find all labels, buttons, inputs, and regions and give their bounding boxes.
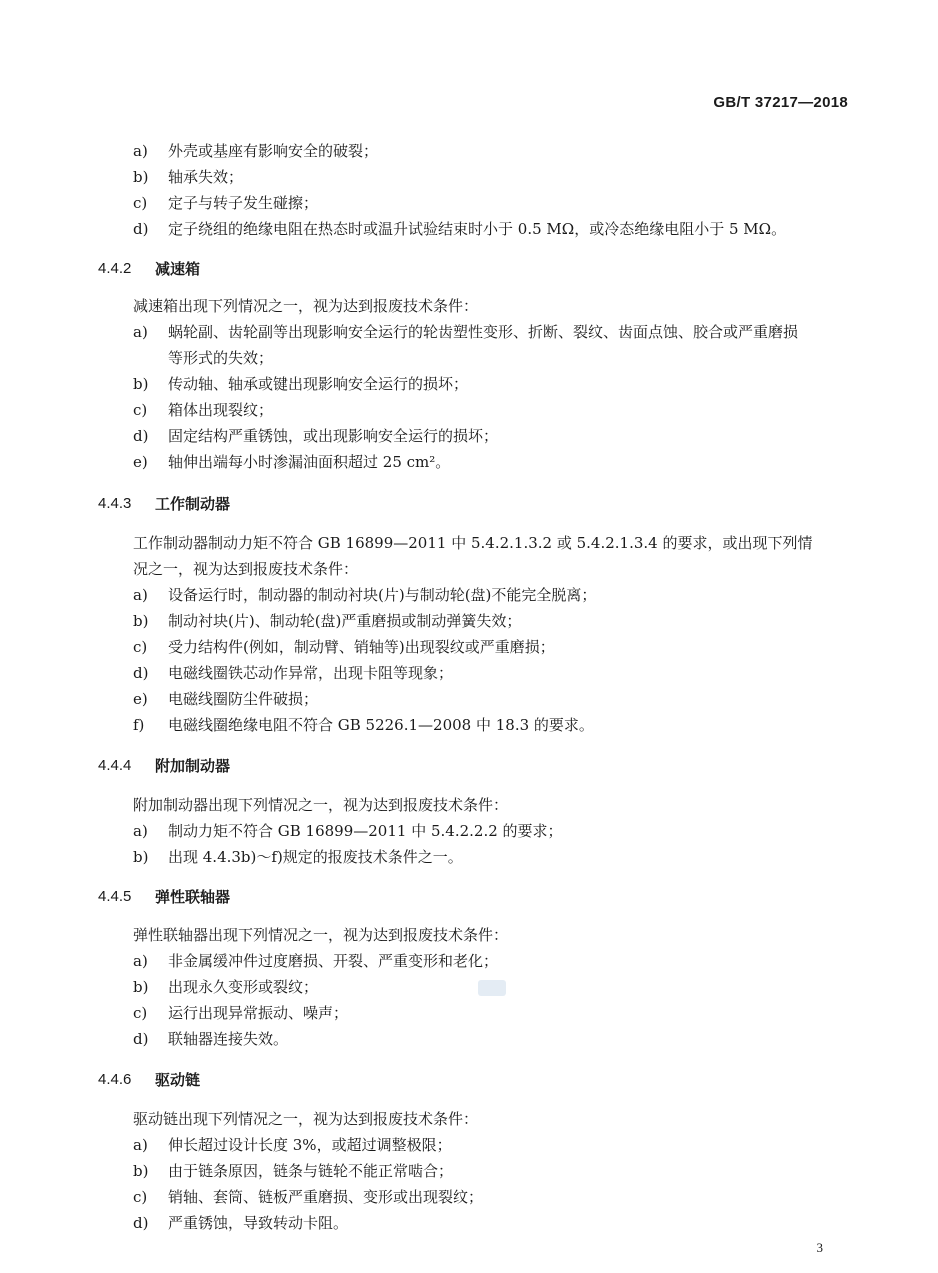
list-text: 定子绕组的绝缘电阻在热态时或温升试验结束时小于 0.5 MΩ，或冷态绝缘电阻小于 5 MΩ。	[168, 220, 787, 238]
list-marker: c)	[133, 1188, 148, 1206]
list-text: 制动力矩不符合 GB 16899—2011 中 5.4.2.2.2 的要求；	[168, 822, 563, 840]
intro-text: 弹性联轴器出现下列情况之一，视为达到报废技术条件：	[133, 926, 509, 944]
list-marker: a)	[133, 586, 148, 604]
list-marker: a)	[133, 1136, 148, 1154]
list-marker: d)	[133, 1030, 149, 1048]
list-marker: c)	[133, 401, 148, 419]
list-marker: e)	[133, 690, 148, 708]
section-title: 弹性联轴器	[155, 888, 231, 906]
list-text: 受力结构件(例如，制动臂、销轴等)出现裂纹或严重磨损；	[168, 638, 555, 656]
list-text: 出现永久变形或裂纹；	[168, 978, 319, 996]
list-text: 蜗轮副、齿轮副等出现影响安全运行的轮齿塑性变形、折断、裂纹、齿面点蚀、胶合或严重磨损	[168, 323, 799, 341]
list-marker: b)	[133, 612, 149, 630]
section-title: 工作制动器	[155, 495, 231, 513]
list-marker: b)	[133, 375, 149, 393]
list-text: 严重锈蚀，导致转动卡阻。	[168, 1214, 349, 1232]
list-text: 轴承失效；	[168, 168, 244, 186]
list-marker: c)	[133, 638, 148, 656]
list-text: 电磁线圈铁芯动作异常，出现卡阻等现象；	[168, 664, 454, 682]
list-marker: d)	[133, 664, 149, 682]
list-text: 传动轴、轴承或键出现影响安全运行的损坏；	[168, 375, 469, 393]
list-marker: e)	[133, 453, 148, 471]
list-marker: b)	[133, 1162, 149, 1180]
list-text: 等形式的失效；	[168, 349, 274, 367]
list-marker: f)	[133, 716, 145, 734]
list-marker: a)	[133, 323, 148, 341]
section-number: 4.4.3	[98, 495, 132, 512]
intro-text: 驱动链出现下列情况之一，视为达到报废技术条件：	[133, 1110, 479, 1128]
list-text: 非金属缓冲件过度磨损、开裂、严重变形和老化；	[168, 952, 499, 970]
list-marker: d)	[133, 1214, 149, 1232]
section-number: 4.4.6	[98, 1071, 132, 1088]
list-text: 伸长超过设计长度 3%，或超过调整极限；	[168, 1136, 452, 1154]
list-marker: c)	[133, 194, 148, 212]
section-number: 4.4.2	[98, 260, 132, 277]
list-marker: b)	[133, 978, 149, 996]
list-text: 运行出现异常振动、噪声；	[168, 1004, 349, 1022]
list-text: 电磁线圈绝缘电阻不符合 GB 5226.1—2008 中 18.3 的要求。	[168, 716, 594, 734]
list-marker: d)	[133, 427, 149, 445]
watermark-logo-icon	[478, 980, 506, 996]
list-marker: a)	[133, 822, 148, 840]
list-text: 出现 4.4.3b)～f)规定的报废技术条件之一。	[168, 848, 463, 866]
list-text: 固定结构严重锈蚀，或出现影响安全运行的损坏；	[168, 427, 499, 445]
list-text: 设备运行时，制动器的制动衬块(片)与制动轮(盘)不能完全脱离；	[168, 586, 597, 604]
section-number: 4.4.5	[98, 888, 132, 905]
standard-code-header: GB/T 37217—2018	[713, 94, 848, 111]
page-number: 3	[816, 1240, 823, 1255]
list-text: 由于链条原因，链条与链轮不能正常啮合；	[168, 1162, 454, 1180]
intro-text: 工作制动器制动力矩不符合 GB 16899—2011 中 5.4.2.1.3.2 或 5.4.2.1.3.4 的要求，或出现下列情	[133, 534, 813, 552]
list-text: 制动衬块(片)、制动轮(盘)严重磨损或制动弹簧失效；	[168, 612, 522, 630]
list-marker: a)	[133, 142, 148, 160]
list-marker: c)	[133, 1004, 148, 1022]
list-text: 箱体出现裂纹；	[168, 401, 274, 419]
list-text: 轴伸出端每小时渗漏油面积超过 25 cm²。	[168, 453, 451, 471]
list-marker: b)	[133, 168, 149, 186]
list-text: 联轴器连接失效。	[168, 1030, 289, 1048]
intro-text: 况之一，视为达到报废技术条件：	[133, 560, 359, 578]
intro-text: 减速箱出现下列情况之一，视为达到报废技术条件：	[133, 297, 479, 315]
list-text: 销轴、套筒、链板严重磨损、变形或出现裂纹；	[168, 1188, 484, 1206]
list-text: 电磁线圈防尘件破损；	[168, 690, 319, 708]
list-marker: a)	[133, 952, 148, 970]
section-title: 减速箱	[155, 260, 201, 278]
section-title: 驱动链	[155, 1071, 201, 1089]
intro-text: 附加制动器出现下列情况之一，视为达到报废技术条件：	[133, 796, 509, 814]
list-marker: d)	[133, 220, 149, 238]
section-title: 附加制动器	[155, 757, 231, 775]
list-marker: b)	[133, 848, 149, 866]
section-number: 4.4.4	[98, 757, 132, 774]
list-text: 定子与转子发生碰擦；	[168, 194, 319, 212]
list-text: 外壳或基座有影响安全的破裂；	[168, 142, 379, 160]
